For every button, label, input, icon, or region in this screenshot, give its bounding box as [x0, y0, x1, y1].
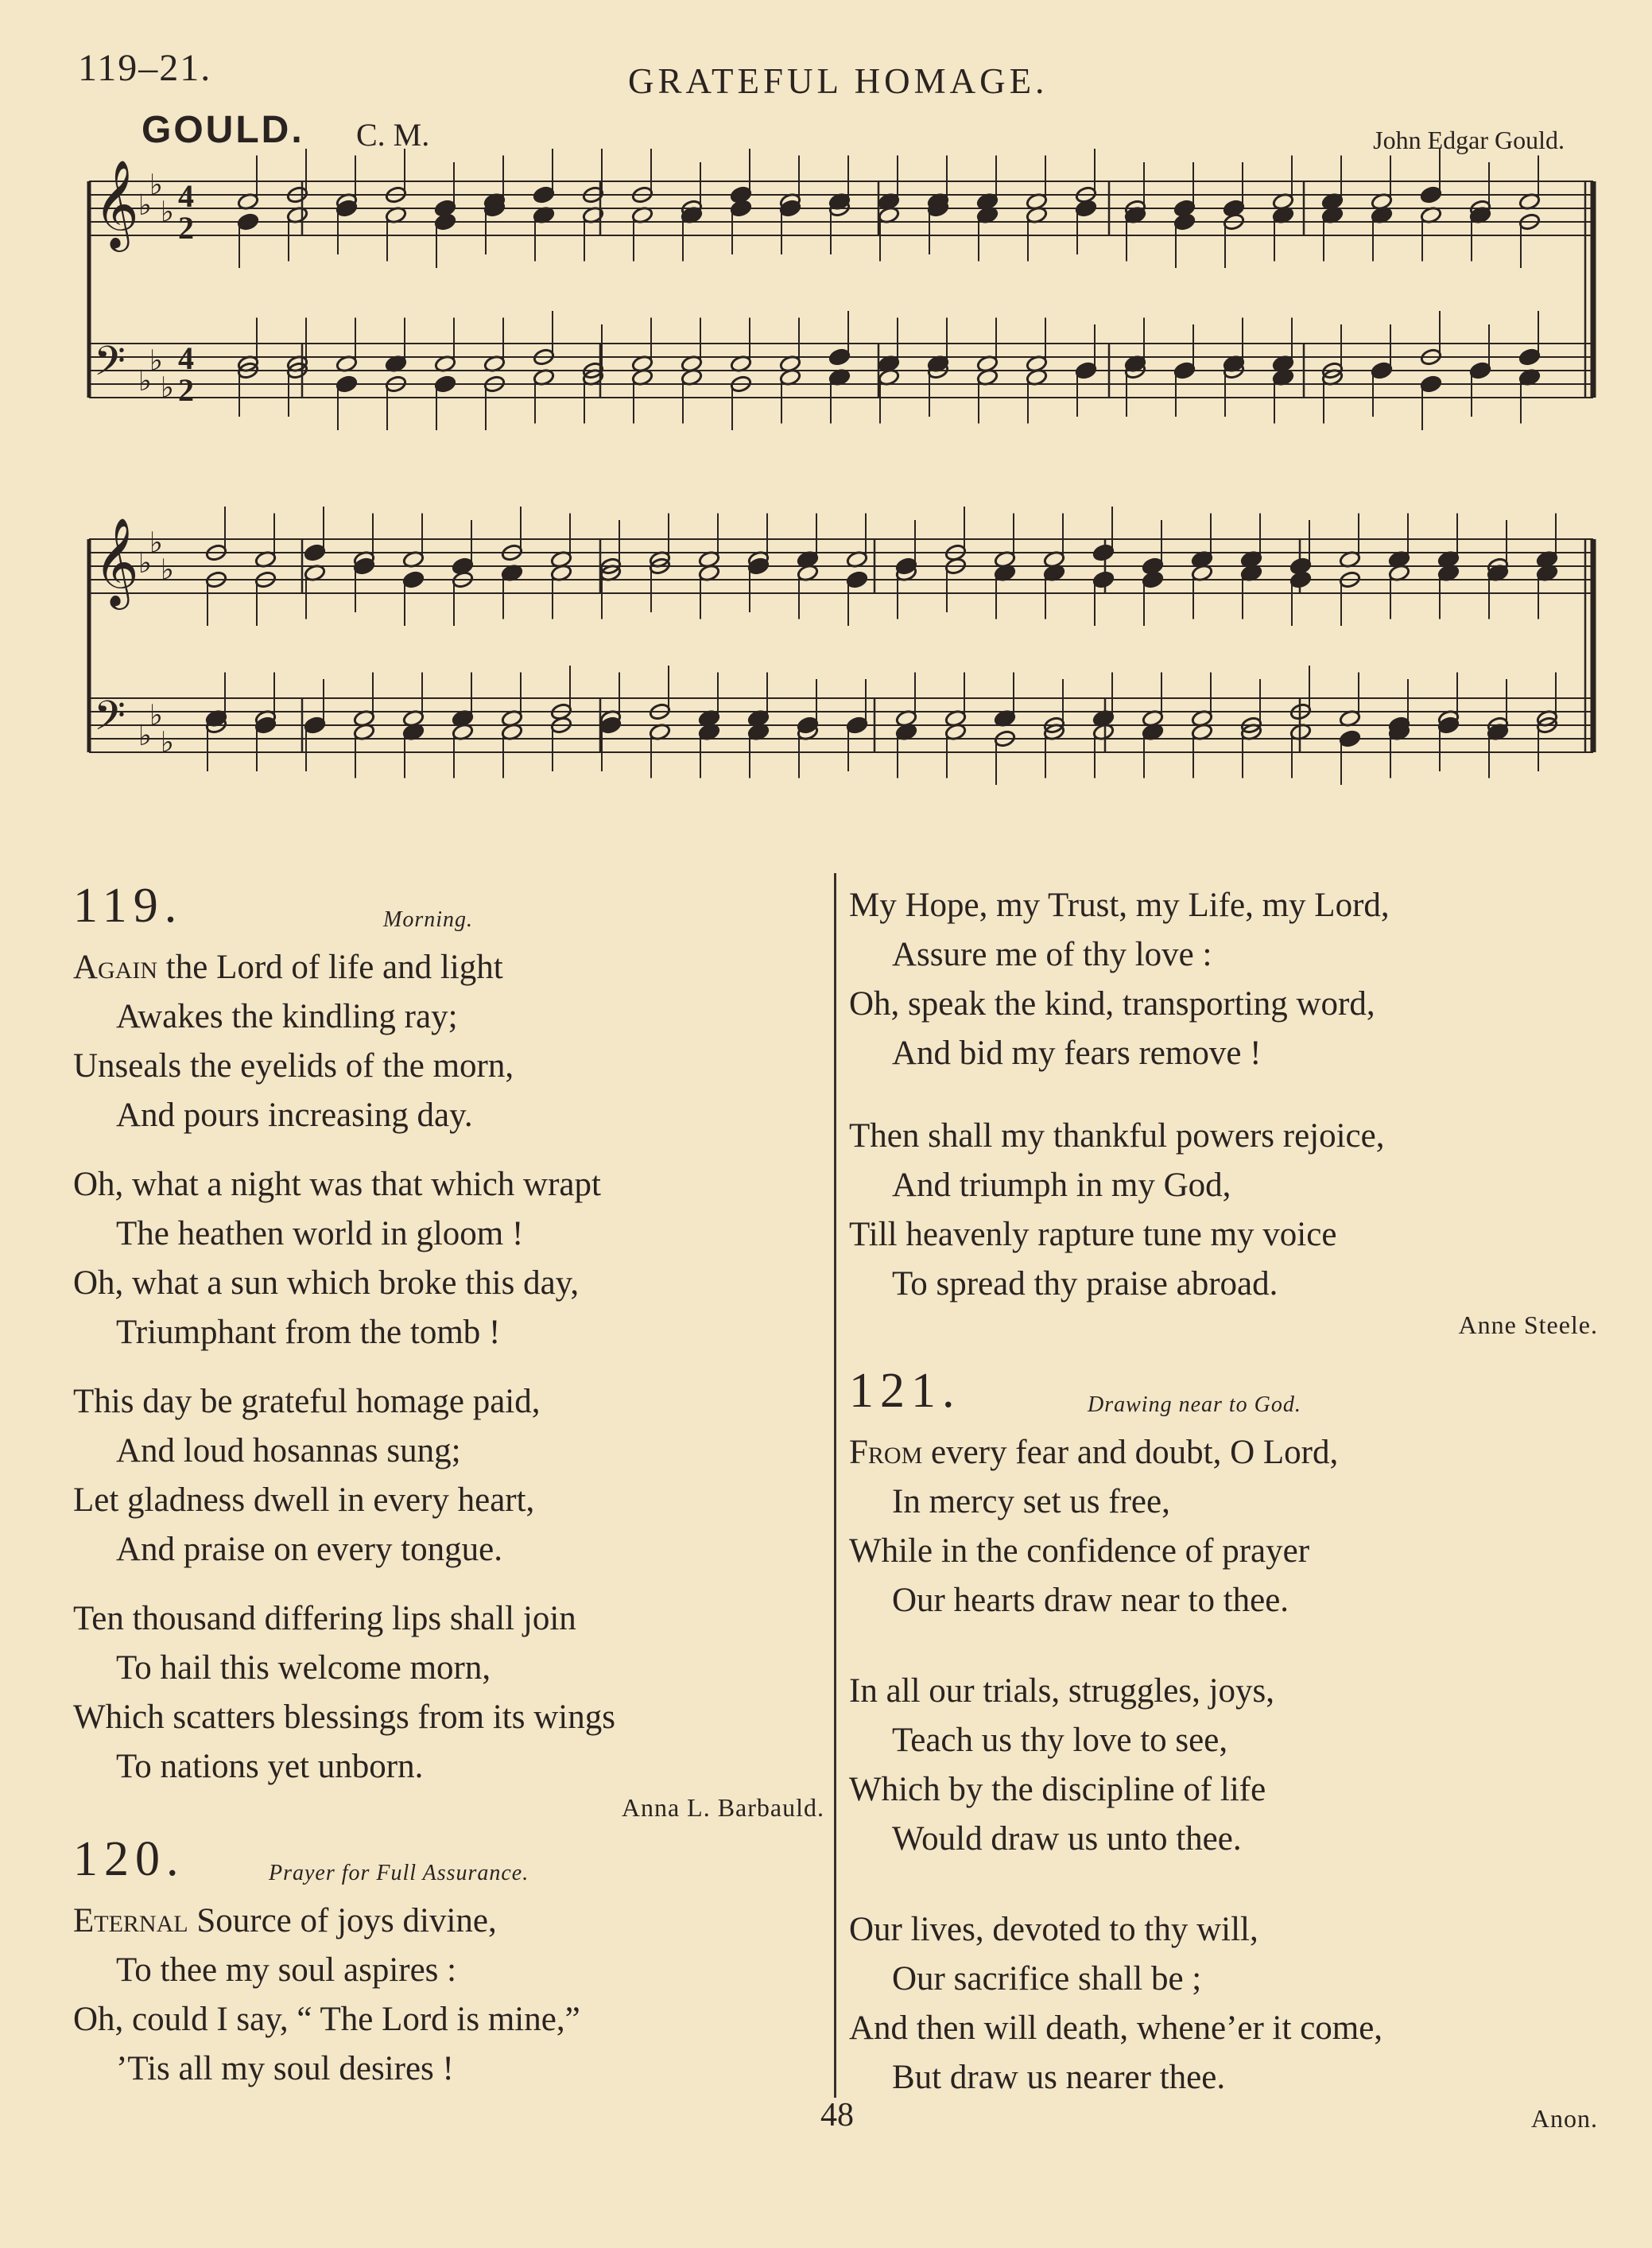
- flat-sign: ♭: [161, 553, 174, 587]
- verse-line: Our sacrifice shall be ;: [892, 1960, 1202, 1998]
- flat-sign: ♭: [161, 196, 174, 229]
- note-head: [1075, 199, 1097, 217]
- flat-sign: ♭: [138, 720, 152, 752]
- verse-line: Unseals the eyelids of the morn,: [73, 1047, 514, 1085]
- verse-line: In mercy set us free,: [892, 1483, 1170, 1520]
- note-head: [1173, 212, 1196, 231]
- note-head: [304, 543, 326, 561]
- note-head: [1518, 347, 1541, 366]
- verse-line: And triumph in my God,: [892, 1167, 1231, 1204]
- verse-line: And then will death, whene’er it come,: [849, 2009, 1383, 2047]
- verse-line: In all our trials, struggles, joys,: [849, 1672, 1275, 1710]
- verse-line: Teach us thy love to see,: [892, 1722, 1228, 1759]
- verse-line: To hail this welcome morn,: [116, 1649, 491, 1687]
- verse-line: To thee my soul aspires :: [116, 1951, 457, 1989]
- time-signature-bottom: 2: [178, 210, 194, 246]
- note-head: [1339, 729, 1361, 747]
- composer: John Edgar Gould.: [1373, 126, 1565, 154]
- stanza: [73, 1897, 824, 2094]
- stanza: [849, 1905, 1598, 2102]
- hymn-121-heading: [849, 1358, 1598, 1428]
- note-head: [402, 570, 425, 588]
- stanza: [73, 1377, 824, 1574]
- stanza: [73, 1160, 824, 1357]
- verse-line: And praise on every tongue.: [116, 1531, 502, 1568]
- right-column: [849, 881, 1598, 2134]
- verse-line-initial-word: Again: [73, 949, 158, 986]
- verse-line-initial-word: Eternal: [73, 1902, 188, 1939]
- flat-sign: ♭: [138, 365, 152, 398]
- stanza: [73, 1594, 824, 1792]
- hymn-number: 120.: [73, 1832, 185, 1886]
- verse-line: And bid my fears remove !: [892, 1035, 1262, 1072]
- treble-clef: 𝄞: [94, 159, 139, 249]
- hymn-number: 121.: [849, 1364, 961, 1418]
- treble-clef: 𝄞: [94, 517, 139, 607]
- verse-line-rest: the Lord of life and light: [165, 949, 503, 986]
- verse-line: Oh, speak the kind, transporting word,: [849, 985, 1375, 1023]
- page-number: 48: [820, 2097, 854, 2133]
- flat-sign: ♭: [161, 371, 174, 405]
- time-signature-bottom: 2: [178, 372, 194, 408]
- flat-sign: ♭: [149, 526, 163, 560]
- verse-line: [73, 943, 824, 992]
- verse-line: Ten thousand differing lips shall join: [73, 1600, 576, 1637]
- verse-line: Triumphant from the tomb !: [116, 1314, 501, 1351]
- stanza: [849, 1428, 1598, 1625]
- verse-line: Oh, what a night was that which wrapt: [73, 1166, 601, 1203]
- verse-line: Oh, could I say, “ The Lord is mine,”: [73, 2001, 580, 2038]
- verse-line: To spread thy praise abroad.: [892, 1265, 1278, 1303]
- note-head: [828, 347, 851, 366]
- verse-line: The heathen world in gloom !: [116, 1215, 524, 1252]
- verse-line-initial-word: From: [849, 1434, 923, 1471]
- verse-line: [73, 1897, 824, 1946]
- verse-line: Our hearts draw near to thee.: [892, 1582, 1289, 1619]
- hymn-number: 119.: [73, 879, 184, 933]
- flat-sign: ♭: [138, 189, 152, 222]
- verse-line: Awakes the kindling ray;: [116, 998, 458, 1035]
- note-head: [1371, 361, 1393, 379]
- verse-line: Our lives, devoted to thy will,: [849, 1911, 1258, 1948]
- page-title: GRATEFUL HOMAGE.: [628, 61, 1049, 101]
- verse-line: Which scatters blessings from its wings: [73, 1699, 615, 1736]
- verse-line: Then shall my thankful powers rejoice,: [849, 1117, 1385, 1155]
- note-head: [1420, 185, 1442, 204]
- flat-sign: ♭: [149, 344, 163, 378]
- hymn-author: Anne Steele.: [1458, 1310, 1598, 1339]
- hymn-subtitle: Drawing near to God.: [1088, 1392, 1301, 1417]
- hymn-120-heading: [73, 1827, 824, 1897]
- verse-line: And pours increasing day.: [116, 1097, 473, 1134]
- note-head: [1092, 570, 1115, 588]
- verse-line-rest: every fear and doubt, O Lord,: [931, 1434, 1339, 1471]
- note-head: [335, 375, 358, 393]
- bass-clef: 𝄢: [94, 691, 126, 750]
- verse-line: While in the confidence of prayer: [849, 1532, 1310, 1570]
- stanza: [849, 1112, 1598, 1309]
- note-head: [846, 716, 868, 734]
- note-head: [1142, 570, 1164, 588]
- verse-line: And loud hosannas sung;: [116, 1432, 461, 1470]
- time-signature-top: 4: [178, 340, 194, 376]
- hymn-subtitle: Morning.: [383, 907, 473, 932]
- hymn-119-heading: [73, 873, 824, 943]
- verse-line: Till heavenly rapture tune my voice: [849, 1216, 1337, 1253]
- verse-line: ’Tis all my soul desires !: [116, 2050, 454, 2087]
- stanza: [73, 943, 824, 1140]
- note-head: [846, 570, 868, 588]
- verse-line-rest: Source of joys divine,: [196, 1902, 497, 1939]
- note-head: [237, 212, 259, 231]
- note-head: [1420, 375, 1442, 393]
- verse-line: My Hope, my Trust, my Life, my Lord,: [849, 887, 1390, 924]
- bass-clef: 𝄢: [94, 336, 126, 395]
- hymn-author: Anna L. Barbauld.: [621, 1793, 824, 1822]
- stanza: [849, 1667, 1598, 1864]
- time-signature-top: 4: [178, 178, 194, 214]
- hymn-range: 119–21.: [78, 47, 212, 89]
- note-head: [1092, 543, 1115, 561]
- note-head: [730, 199, 752, 217]
- verse-line: [849, 1428, 1598, 1477]
- verse-line: Which by the discipline of life: [849, 1771, 1266, 1808]
- hymn-subtitle: Prayer for Full Assurance.: [269, 1861, 529, 1885]
- music-score: [0, 0, 1652, 843]
- verse-line: Assure me of thy love :: [892, 936, 1212, 973]
- left-column: [73, 873, 824, 2114]
- hymn-author: Anon.: [1530, 2104, 1598, 2133]
- column-divider: [834, 873, 836, 2098]
- verse-line: Let gladness dwell in every heart,: [73, 1481, 535, 1519]
- note-head: [1289, 570, 1312, 588]
- verse-line: This day be grateful homage paid,: [73, 1383, 541, 1420]
- flat-sign: ♭: [161, 726, 174, 759]
- verse-line: But draw us nearer thee.: [892, 2059, 1226, 2096]
- flat-sign: ♭: [149, 169, 163, 202]
- stanza: [849, 881, 1598, 1078]
- note-head: [434, 375, 456, 393]
- note-head: [434, 212, 456, 231]
- flat-sign: ♭: [138, 547, 152, 580]
- verse-line: Oh, what a sun which broke this day,: [73, 1264, 580, 1302]
- flat-sign: ♭: [149, 699, 163, 732]
- note-head: [533, 185, 555, 204]
- tune-name: GOULD.: [142, 109, 304, 151]
- meter: C. M.: [356, 117, 430, 153]
- verse-line: Would draw us unto thee.: [892, 1820, 1242, 1858]
- verse-line: To nations yet unborn.: [116, 1748, 424, 1785]
